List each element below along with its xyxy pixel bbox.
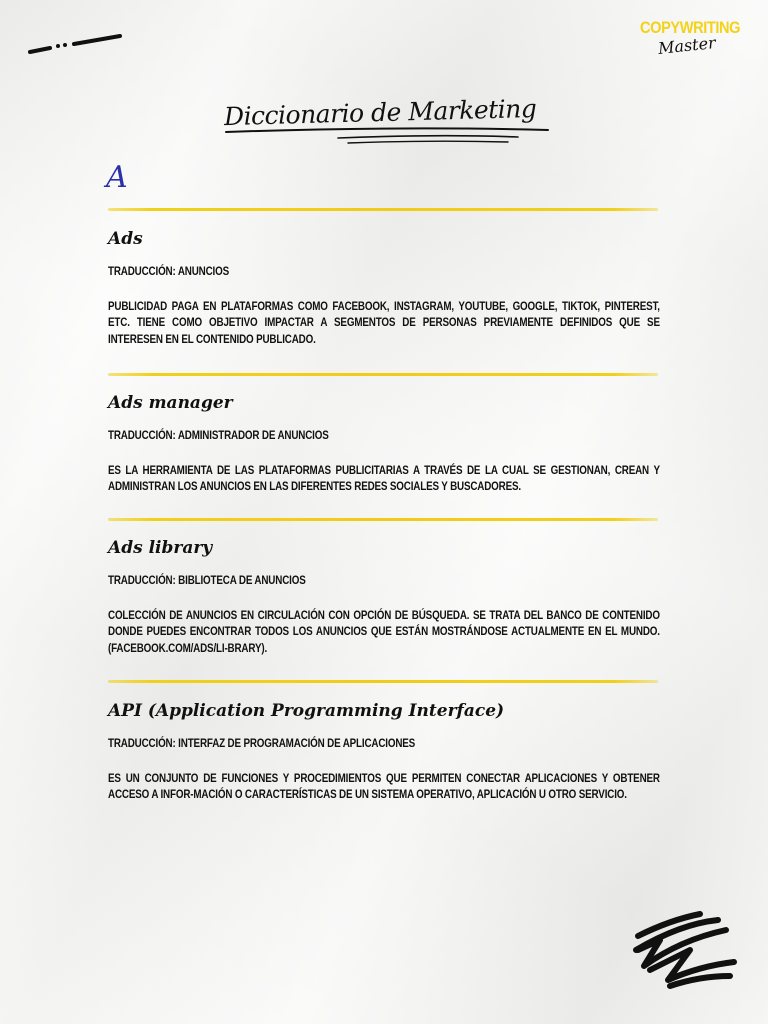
section-letter: A <box>106 160 128 195</box>
entry-definition: ES LA HERRAMIENTA DE LAS PLATAFORMAS PUBLICITARIAS A TRAVÉS DE LA CUAL SE GESTIONAN, CREAN Y ADMINISTRAN LOS ANUNCIOS EN LAS DIFERENTES REDES SOCIALES Y BUSCADORES. <box>108 462 660 493</box>
section-divider <box>108 208 658 211</box>
brand-logo-bottom: Master <box>657 33 717 58</box>
entry-ads-library <box>108 537 660 656</box>
brand-logo <box>640 18 744 62</box>
entry-term: Ads <box>108 229 143 249</box>
brand-logo-top: COPYWRITING <box>640 18 741 37</box>
entry-translation: TRADUCCIÓN: ANUNCIOS <box>108 264 230 278</box>
brush-scribble-icon <box>630 910 740 990</box>
entry-term: API (Application Programming Interface) <box>108 701 505 721</box>
entry-translation: TRADUCCIÓN: BIBLIOTECA DE ANUNCIOS <box>108 573 306 587</box>
entry-divider <box>108 680 658 683</box>
entry-term: Ads library <box>108 538 213 558</box>
brush-dash-icon <box>26 32 126 56</box>
entry-ads <box>108 228 660 347</box>
entry-definition: ES UN CONJUNTO DE FUNCIONES Y PROCEDIMIENTOS QUE PERMITEN CONECTAR APLICACIONES Y OBTENER ACCESO A INFOR-MACIÓN O CARACTERÍSTICAS DE UN SISTEMA OPERATIVO, APLICACIÓN U OTRO SERVICIO. <box>108 770 660 801</box>
entry-ads-manager <box>108 392 660 495</box>
entry-translation: TRADUCCIÓN: ADMINISTRADOR DE ANUNCIOS <box>108 428 329 442</box>
entry-definition: COLECCIÓN DE ANUNCIOS EN CIRCULACIÓN CON OPCIÓN DE BÚSQUEDA. SE TRATA DEL BANCO DE CONTENIDO DONDE PUEDES ENCONTRAR TODOS LOS ANUNCIOS QUE ESTÁN MOSTRÁNDOSE ACTUALMENTE EN EL MUNDO. (FACEBOOK.COM/ADS/LI-BRARY). <box>108 607 660 655</box>
entry-term: Ads manager <box>108 393 233 413</box>
entry-api <box>108 700 660 803</box>
entry-divider <box>108 518 658 521</box>
entry-definition: PUBLICIDAD PAGA EN PLATAFORMAS COMO FACEBOOK, INSTAGRAM, YOUTUBE, GOOGLE, TIKTOK, PINTEREST, ETC. TIENE COMO OBJETIVO IMPACTAR A SEGMENTOS DE PERSONAS PREVIAMENTE DEFINIDOS QUE SE INTERESEN EN EL CONTENIDO PUBLICADO. <box>108 298 660 346</box>
page-title-block <box>218 76 578 152</box>
entry-translation: TRADUCCIÓN: INTERFAZ DE PROGRAMACIÓN DE APLICACIONES <box>108 736 416 750</box>
entry-divider <box>108 373 658 376</box>
title-underline-icon <box>218 124 578 152</box>
page-title: Diccionario de Marketing <box>223 93 537 132</box>
